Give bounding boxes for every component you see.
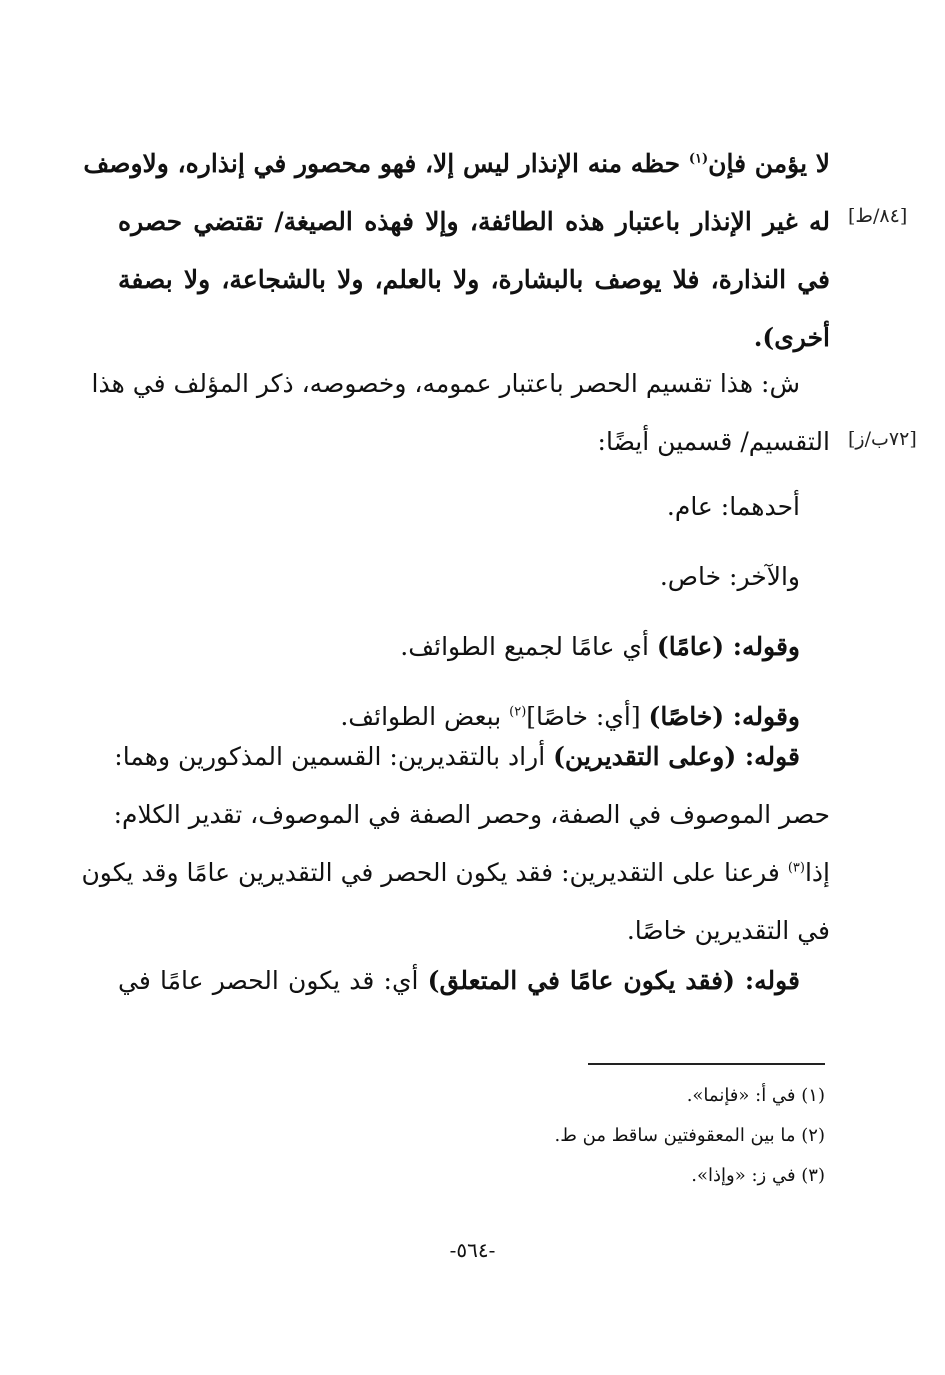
text-line: قوله: (وعلى التقديرين) أراد بالتقديرين: القسمين المذكورين وهما:: [114, 742, 800, 771]
page-number: -٥٦٤-: [449, 1238, 496, 1262]
margin-ref-taa: [٨٤/ط]: [848, 205, 908, 227]
footnotes: [300, 1076, 825, 1196]
footnote: (٢) ما بين المعقوفتين ساقط من ط.: [554, 1125, 825, 1146]
margin-ref-zay: [٧٢ب/ز]: [848, 428, 917, 450]
text-line: حصر الموصوف في الصفة، وحصر الصفة في الموصوف، تقدير الكلام:: [113, 800, 830, 829]
list-item: والآخر: خاص.: [659, 562, 800, 591]
paragraph-commentary-2: [118, 952, 830, 1010]
text-line: إذا$^{(٣)}$ فرعنا على التقديرين: فقد يكون الحصر في التقديرين عامًا وقد يكون: [81, 858, 830, 887]
text-line: له غير الإنذار باعتبار هذه الطائفة، وإلا فهذه الصيغة/ تقتضي حصره: [118, 207, 830, 236]
text-line: أخرى).: [753, 323, 830, 352]
paragraph-commentary: [81, 728, 830, 960]
text-line: التقسيم/ قسمين أيضًا:: [597, 427, 830, 456]
list-item: وقوله: (خاصًا) [أي: خاصًا]$^{(٢)}$ ببعض الطوائف.: [340, 702, 800, 731]
paragraph-sharh: [91, 355, 830, 471]
text-line: في النذارة، فلا يوصف بالبشارة، ولا بالعلم، ولا بالشجاعة، ولا بصفة: [118, 265, 830, 294]
text-line: لا يؤمن فإن$^{(١)}$ حظه منه الإنذار ليس إلا، فهو محصور في إنذاره، ولاوصف: [83, 149, 830, 178]
list-item: وقوله: (عامًا) أي عامًا لجميع الطوائف.: [400, 632, 800, 661]
text-line: قوله: (فقد يكون عامًا في المتعلق) أي: قد يكون الحصر عامًا في: [118, 966, 800, 995]
footnote-separator: [588, 1063, 825, 1065]
footnote: (١) في أ: «فإنما».: [686, 1085, 825, 1106]
footnote: (٣) في ز: «وإذا».: [691, 1165, 825, 1186]
text-line: في التقديرين خاصًا.: [626, 916, 830, 945]
list-item: أحدهما: عام.: [666, 492, 800, 521]
paragraph-matn: [83, 135, 830, 367]
items-list: [118, 472, 830, 752]
text-line: ش: هذا تقسيم الحصر باعتبار عمومه، وخصوصه، ذكر المؤلف في هذا: [91, 369, 800, 398]
